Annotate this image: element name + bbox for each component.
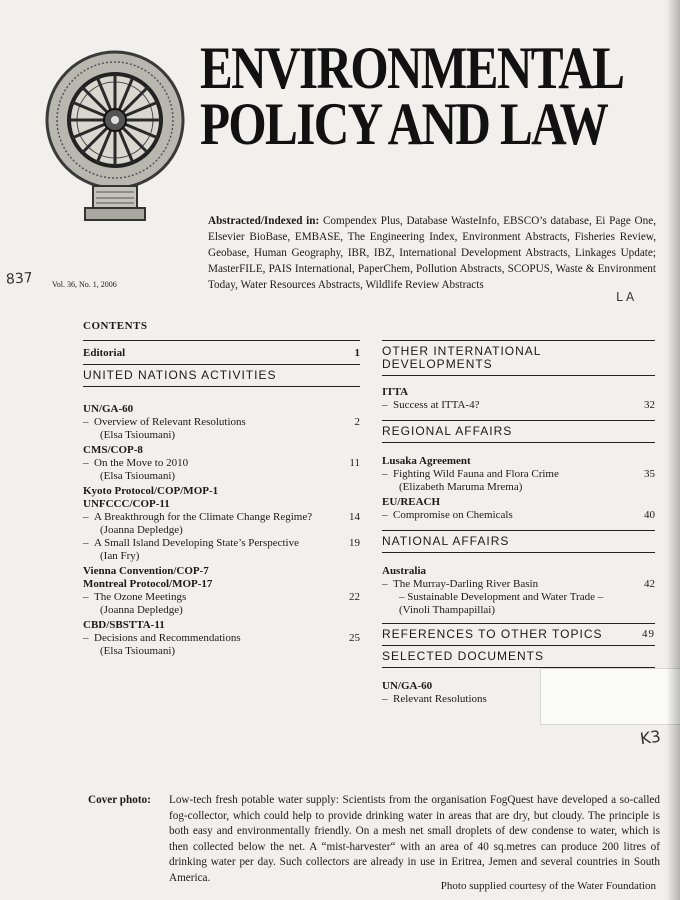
group-heading: UNFCCC/COP-11: [83, 498, 170, 510]
page-number: 22: [349, 591, 360, 603]
group-heading: Lusaka Agreement: [382, 455, 471, 467]
cover-photo-label: Cover photo:: [88, 794, 151, 806]
author: (Ian Fry): [100, 550, 140, 562]
contents-entry[interactable]: – On the Move to 2010 11: [83, 457, 360, 469]
library-sticker: [540, 668, 680, 725]
handwritten-number: 837: [5, 270, 34, 288]
section-national-affairs: NATIONAL AFFAIRS: [382, 531, 655, 553]
page-number: 14: [349, 511, 360, 523]
group-heading: Vienna Convention/COP-7: [83, 565, 209, 577]
journal-title-line2: POLICY AND LAW: [200, 91, 608, 157]
group-heading: UN/GA-60: [83, 403, 134, 415]
cover-photo-caption: [88, 793, 660, 886]
contents-entry[interactable]: – Fighting Wild Fauna and Flora Crime 35: [382, 468, 655, 480]
contents-right-column: [382, 340, 655, 706]
page-number: 40: [644, 509, 655, 521]
indexing-label: Abstracted/Indexed in:: [208, 215, 320, 227]
wheel-seal-logo: [40, 48, 190, 228]
author: (Joanna Depledge): [100, 604, 183, 616]
author: (Elsa Tsioumani): [100, 470, 176, 482]
page-number: 32: [644, 399, 655, 411]
group-heading: EU/REACH: [382, 496, 441, 508]
contents-entry[interactable]: – A Breakthrough for the Climate Change Regime? 14: [83, 511, 360, 523]
author: (Elsa Tsioumani): [100, 645, 176, 657]
contents-entry[interactable]: – A Small Island Developing State’s Perspective 19: [83, 537, 360, 549]
issue-info: Vol. 36, No. 1, 2006: [52, 280, 117, 289]
contents-entry[interactable]: – The Ozone Meetings 22: [83, 591, 360, 603]
section-selected-documents: SELECTED DOCUMENTS: [382, 646, 655, 668]
subtitle: – Sustainable Development and Water Trade –: [399, 591, 604, 603]
photo-credit: Photo supplied courtesy of the Water Foundation: [440, 880, 656, 892]
contents-entry[interactable]: – Overview of Relevant Resolutions 2: [83, 416, 360, 428]
author: (Vinoli Thampapillai): [399, 604, 495, 616]
page-number: 25: [349, 632, 360, 644]
group-heading: UN/GA-60: [382, 680, 433, 692]
page-number: 35: [644, 468, 655, 480]
group-heading: CMS/COP-8: [83, 444, 143, 456]
section-regional-affairs: REGIONAL AFFAIRS: [382, 421, 655, 443]
handwritten-initials: LA: [616, 290, 638, 304]
contents-entry[interactable]: – Relevant Resolutions: [382, 693, 655, 706]
group-heading: CBD/SBSTTA-11: [83, 619, 165, 631]
group-heading: Kyoto Protocol/COP/MOP-1: [83, 485, 219, 497]
journal-title: [200, 35, 624, 157]
group-heading: ITTA: [382, 386, 409, 398]
group-heading: Montreal Protocol/MOP-17: [83, 578, 213, 590]
handwritten-sticker-note: K3: [638, 726, 662, 749]
author: (Elsa Tsioumani): [100, 429, 176, 441]
indexing-statement: [208, 213, 656, 293]
contents-entry[interactable]: – Decisions and Recommendations 25: [83, 632, 360, 644]
group-heading: Australia: [382, 565, 426, 577]
contents-left-column: [83, 340, 360, 658]
section-other-international: OTHER INTERNATIONAL DEVELOPMENTS: [382, 341, 655, 376]
references-entry[interactable]: [382, 624, 655, 646]
editorial-label: Editorial: [83, 347, 126, 359]
indexing-list: Compendex Plus, Database WasteInfo, EBSCO’s database, Ei Page One, Elsevier BioBase, EMBASE, The Engineering Index, Environment Abstracts, Fisheries Review, Geobase, Human Geography, IBR, IBZ, International Development Abstracts, Linkages Update; MasterFILE, PAIS International, PaperChem, Pollution Abstracts, SCOPUS, Waste & Environment Today, Water Resources Abstracts, Wildlife Review Abstracts: [208, 215, 656, 291]
author: (Joanna Depledge): [100, 524, 183, 536]
contents-entry[interactable]: – Success at ITTA-4? 32: [382, 399, 655, 411]
page-number: 19: [349, 537, 360, 549]
cover-photo-text: Low-tech fresh potable water supply: Scientists from the organisation FogQuest have developed a so-called fog-collector, which could help to provide drinking water in areas that are dry, but cloudy. The principle is both easy and environmentally friendly. On a mesh net small droplets of dew condense to water, which is then collected below the net. A “mist-harvester“ with an area of 40 sq.metres can produce 200 litres of drinking water per day. Such collectors are already in use in Eritrea, Jemen and several countries in South America.: [169, 794, 660, 884]
author: (Elizabeth Maruma Mrema): [399, 481, 523, 493]
section-un-activities: UNITED NATIONS ACTIVITIES: [83, 365, 360, 387]
contents-entry[interactable]: – Compromise on Chemicals 40: [382, 509, 655, 521]
journal-title-line1: ENVIRONMENTAL: [200, 35, 624, 101]
page-number: 1: [354, 347, 360, 359]
page-number: 49: [642, 628, 655, 640]
contents-heading: CONTENTS: [83, 320, 148, 332]
contents-entry[interactable]: – The Murray-Darling River Basin 42: [382, 578, 655, 590]
page-number: 42: [644, 578, 655, 590]
page-number: 2: [354, 416, 360, 428]
page-number: 11: [349, 457, 360, 469]
editorial-entry[interactable]: [83, 341, 360, 364]
section-references: REFERENCES TO OTHER TOPICS: [382, 627, 603, 641]
